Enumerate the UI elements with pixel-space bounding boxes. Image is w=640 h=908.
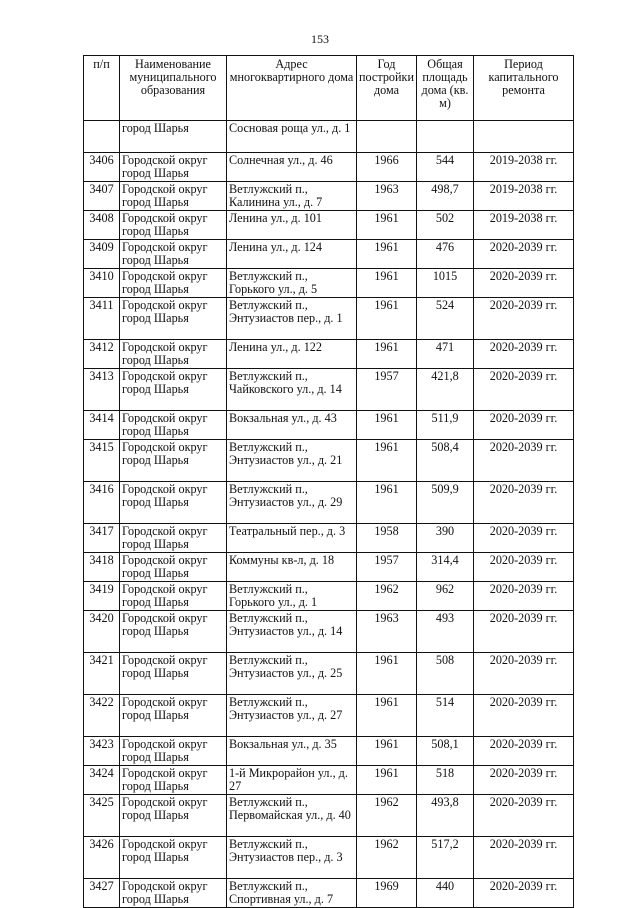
cell-year: 1961 xyxy=(357,440,417,482)
cell-municipality: Городской округ город Шарья xyxy=(120,340,227,369)
cell-address: Ленина ул., д. 122 xyxy=(227,340,357,369)
cell-municipality: город Шарья xyxy=(120,121,227,153)
table-row xyxy=(84,211,574,240)
table-body xyxy=(84,121,574,908)
table-row xyxy=(84,611,574,653)
cell-address: Ветлужский п., Горького ул., д. 1 xyxy=(227,582,357,611)
cell-year: 1962 xyxy=(357,795,417,837)
cell-period: 2019-2038 гг. xyxy=(474,182,574,211)
cell-num: 3411 xyxy=(84,298,120,340)
cell-period: 2020-2039 гг. xyxy=(474,653,574,695)
cell-num: 3423 xyxy=(84,737,120,766)
table-row xyxy=(84,482,574,524)
table-row xyxy=(84,837,574,879)
cell-municipality: Городской округ город Шарья xyxy=(120,795,227,837)
table-row xyxy=(84,695,574,737)
cell-address: Коммуны кв-л, д. 18 xyxy=(227,553,357,582)
cell-period: 2020-2039 гг. xyxy=(474,795,574,837)
cell-area: 493,8 xyxy=(417,795,474,837)
cell-num: 3418 xyxy=(84,553,120,582)
cell-address: Ленина ул., д. 101 xyxy=(227,211,357,240)
cell-area: 518 xyxy=(417,766,474,795)
table-row xyxy=(84,440,574,482)
cell-area: 508,4 xyxy=(417,440,474,482)
cell-municipality: Городской округ город Шарья xyxy=(120,582,227,611)
cell-num: 3414 xyxy=(84,411,120,440)
cell-period: 2020-2039 гг. xyxy=(474,879,574,908)
cell-year: 1962 xyxy=(357,837,417,879)
cell-municipality: Городской округ город Шарья xyxy=(120,269,227,298)
cell-year: 1957 xyxy=(357,553,417,582)
cell-address: Ветлужский п., Калинина ул., д. 7 xyxy=(227,182,357,211)
cell-num: 3410 xyxy=(84,269,120,298)
cell-area: 421,8 xyxy=(417,369,474,411)
cell-area: 390 xyxy=(417,524,474,553)
cell-num: 3412 xyxy=(84,340,120,369)
table-row xyxy=(84,553,574,582)
cell-municipality: Городской округ город Шарья xyxy=(120,766,227,795)
cell-address: Ветлужский п., Энтузиастов ул., д. 14 xyxy=(227,611,357,653)
cell-period: 2020-2039 гг. xyxy=(474,695,574,737)
cell-municipality: Городской округ город Шарья xyxy=(120,298,227,340)
cell-year: 1961 xyxy=(357,766,417,795)
cell-address: 1-й Микрорайон ул., д. 27 xyxy=(227,766,357,795)
table-row xyxy=(84,411,574,440)
cell-area: 314,4 xyxy=(417,553,474,582)
cell-year: 1966 xyxy=(357,153,417,182)
cell-period: 2019-2038 гг. xyxy=(474,211,574,240)
cell-address: Ветлужский п., Энтузиастов ул., д. 27 xyxy=(227,695,357,737)
cell-num: 3425 xyxy=(84,795,120,837)
table-row xyxy=(84,737,574,766)
cell-period: 2020-2039 гг. xyxy=(474,411,574,440)
cell-year: 1961 xyxy=(357,298,417,340)
cell-area: 502 xyxy=(417,211,474,240)
cell-area: 493 xyxy=(417,611,474,653)
cell-area: 509,9 xyxy=(417,482,474,524)
table-row xyxy=(84,182,574,211)
cell-year: 1963 xyxy=(357,182,417,211)
cell-area: 498,7 xyxy=(417,182,474,211)
cell-year: 1957 xyxy=(357,369,417,411)
cell-municipality: Городской округ город Шарья xyxy=(120,653,227,695)
cell-address: Ветлужский п., Горького ул., д. 5 xyxy=(227,269,357,298)
table-row xyxy=(84,879,574,908)
cell-num: 3426 xyxy=(84,837,120,879)
cell-municipality: Городской округ город Шарья xyxy=(120,482,227,524)
cell-address: Солнечная ул., д. 46 xyxy=(227,153,357,182)
cell-address: Театральный пер., д. 3 xyxy=(227,524,357,553)
cell-period: 2020-2039 гг. xyxy=(474,440,574,482)
cell-year: 1961 xyxy=(357,695,417,737)
cell-address: Ветлужский п., Спортивная ул., д. 7 xyxy=(227,879,357,908)
cell-area: 514 xyxy=(417,695,474,737)
table-row xyxy=(84,340,574,369)
cell-num: 3417 xyxy=(84,524,120,553)
cell-period: 2020-2039 гг. xyxy=(474,553,574,582)
cell-area: 476 xyxy=(417,240,474,269)
cell-period: 2020-2039 гг. xyxy=(474,766,574,795)
cell-num: 3424 xyxy=(84,766,120,795)
cell-period: 2020-2039 гг. xyxy=(474,837,574,879)
cell-address: Вокзальная ул., д. 35 xyxy=(227,737,357,766)
table-row xyxy=(84,298,574,340)
cell-area: 517,2 xyxy=(417,837,474,879)
cell-municipality: Городской округ город Шарья xyxy=(120,695,227,737)
cell-period: 2020-2039 гг. xyxy=(474,582,574,611)
cell-address: Ветлужский п., Энтузиастов пер., д. 3 xyxy=(227,837,357,879)
table-row xyxy=(84,795,574,837)
cell-num xyxy=(84,121,120,153)
cell-address: Ветлужский п., Первомайская ул., д. 40 xyxy=(227,795,357,837)
cell-municipality: Городской округ город Шарья xyxy=(120,553,227,582)
cell-year: 1969 xyxy=(357,879,417,908)
cell-period: 2020-2039 гг. xyxy=(474,737,574,766)
cell-municipality: Городской округ город Шарья xyxy=(120,440,227,482)
cell-address: Ветлужский п., Энтузиастов пер., д. 1 xyxy=(227,298,357,340)
cell-year: 1961 xyxy=(357,653,417,695)
cell-municipality: Городской округ город Шарья xyxy=(120,240,227,269)
cell-period xyxy=(474,121,574,153)
cell-year: 1962 xyxy=(357,582,417,611)
cell-municipality: Городской округ город Шарья xyxy=(120,153,227,182)
table-row xyxy=(84,653,574,695)
cell-year: 1961 xyxy=(357,211,417,240)
cell-municipality: Городской округ город Шарья xyxy=(120,611,227,653)
cell-municipality: Городской округ город Шарья xyxy=(120,737,227,766)
table-row xyxy=(84,582,574,611)
cell-num: 3407 xyxy=(84,182,120,211)
cell-area: 544 xyxy=(417,153,474,182)
cell-area xyxy=(417,121,474,153)
cell-num: 3413 xyxy=(84,369,120,411)
header-year: Год постройки дома xyxy=(357,56,417,121)
cell-year: 1961 xyxy=(357,240,417,269)
cell-municipality: Городской округ город Шарья xyxy=(120,369,227,411)
cell-year: 1961 xyxy=(357,269,417,298)
cell-num: 3415 xyxy=(84,440,120,482)
table-header-row xyxy=(84,56,574,121)
cell-address: Ленина ул., д. 124 xyxy=(227,240,357,269)
cell-period: 2020-2039 гг. xyxy=(474,524,574,553)
cell-num: 3409 xyxy=(84,240,120,269)
cell-period: 2020-2039 гг. xyxy=(474,298,574,340)
table-row xyxy=(84,369,574,411)
cell-year: 1963 xyxy=(357,611,417,653)
cell-num: 3406 xyxy=(84,153,120,182)
cell-num: 3422 xyxy=(84,695,120,737)
table-row xyxy=(84,153,574,182)
header-municipality: Наименование муниципального образования xyxy=(120,56,227,121)
cell-num: 3421 xyxy=(84,653,120,695)
cell-area: 511,9 xyxy=(417,411,474,440)
cell-area: 440 xyxy=(417,879,474,908)
cell-address: Сосновая роща ул., д. 1 xyxy=(227,121,357,153)
table-row xyxy=(84,766,574,795)
cell-municipality: Городской округ город Шарья xyxy=(120,524,227,553)
cell-area: 524 xyxy=(417,298,474,340)
cell-num: 3419 xyxy=(84,582,120,611)
cell-period: 2020-2039 гг. xyxy=(474,482,574,524)
header-area: Общая площадь дома (кв. м) xyxy=(417,56,474,121)
cell-num: 3408 xyxy=(84,211,120,240)
cell-address: Ветлужский п., Энтузиастов ул., д. 21 xyxy=(227,440,357,482)
cell-municipality: Городской округ город Шарья xyxy=(120,879,227,908)
header-num: п/п xyxy=(84,56,120,121)
cell-period: 2020-2039 гг. xyxy=(474,269,574,298)
cell-municipality: Городской округ город Шарья xyxy=(120,411,227,440)
cell-num: 3420 xyxy=(84,611,120,653)
cell-period: 2020-2039 гг. xyxy=(474,340,574,369)
page-number: 153 xyxy=(311,32,329,46)
table-row xyxy=(84,121,574,153)
table-row xyxy=(84,240,574,269)
cell-municipality: Городской округ город Шарья xyxy=(120,837,227,879)
table-row xyxy=(84,524,574,553)
table-row xyxy=(84,269,574,298)
cell-year: 1961 xyxy=(357,411,417,440)
cell-address: Ветлужский п., Энтузиастов ул., д. 29 xyxy=(227,482,357,524)
header-address: Адрес многоквартирного дома xyxy=(227,56,357,121)
cell-municipality: Городской округ город Шарья xyxy=(120,182,227,211)
cell-municipality: Городской округ город Шарья xyxy=(120,211,227,240)
cell-year xyxy=(357,121,417,153)
cell-address: Вокзальная ул., д. 43 xyxy=(227,411,357,440)
cell-num: 3427 xyxy=(84,879,120,908)
cell-year: 1961 xyxy=(357,482,417,524)
cell-year: 1961 xyxy=(357,340,417,369)
housing-registry-table xyxy=(83,55,574,908)
header-period: Период капитального ремонта xyxy=(474,56,574,121)
cell-period: 2020-2039 гг. xyxy=(474,369,574,411)
cell-area: 962 xyxy=(417,582,474,611)
cell-year: 1958 xyxy=(357,524,417,553)
cell-area: 508,1 xyxy=(417,737,474,766)
cell-year: 1961 xyxy=(357,737,417,766)
cell-address: Ветлужский п., Чайковского ул., д. 14 xyxy=(227,369,357,411)
cell-num: 3416 xyxy=(84,482,120,524)
cell-area: 471 xyxy=(417,340,474,369)
cell-period: 2019-2038 гг. xyxy=(474,153,574,182)
cell-area: 508 xyxy=(417,653,474,695)
cell-period: 2020-2039 гг. xyxy=(474,240,574,269)
cell-address: Ветлужский п., Энтузиастов ул., д. 25 xyxy=(227,653,357,695)
cell-period: 2020-2039 гг. xyxy=(474,611,574,653)
cell-area: 1015 xyxy=(417,269,474,298)
